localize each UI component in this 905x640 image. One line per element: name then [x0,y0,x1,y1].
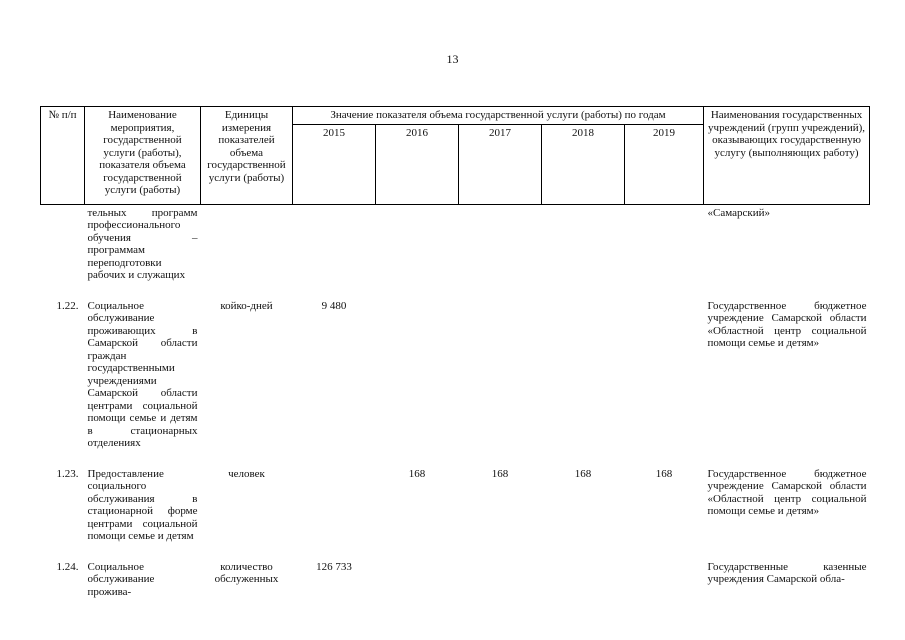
row-value [376,298,459,450]
row-number [41,204,85,282]
page-number: 13 [446,52,459,66]
row-value [459,204,542,282]
header-year: 2017 [459,124,542,204]
row-value [625,559,704,599]
services-table [40,106,870,598]
table-row [41,559,870,599]
row-value [459,559,542,599]
table-row [41,204,870,282]
header-number: № п/п [41,107,85,205]
row-value: 168 [574,467,592,480]
row-unit: койко-дней [220,299,273,312]
row-number: 1.24. [56,560,79,573]
row-institutions: «Самарский» [707,206,771,219]
header-year: 2015 [293,124,376,204]
row-name: Социальное обслуживание проживающих в Самарской области граждан государственными учреждениями Самарской области центрами социальной помощи семье и детям в стационарных отделениях [87,299,198,449]
row-value [293,204,376,282]
row-institutions: Государственное бюджетное учреждение Самарской области «Областной центр социальной помощи семье и детям» [707,467,867,517]
row-value [542,559,625,599]
row-name: Предоставление социального обслуживания в стационарной форме центрами социальной помощи семье и детям [87,467,198,542]
header-year: 2016 [376,124,459,204]
row-value [376,559,459,599]
row-number: 1.23. [56,467,79,480]
table-row [41,298,870,450]
row-value: 9 480 [321,299,347,312]
row-value [542,204,625,282]
row-value: 168 [655,467,673,480]
row-name: Социальное обслуживание прожива- [87,560,155,598]
row-value [293,466,376,543]
row-unit: человек [228,467,265,480]
row-value [625,204,704,282]
row-value [459,298,542,450]
row-value [625,298,704,450]
row-name: тельных программ профессионального обучения – программам переподготовки рабочих и служащих [87,206,198,281]
row-unit: количество обслуженных [214,560,279,585]
header-values: Значение показателя объема государственной услуги (работы) по годам [293,107,704,125]
header-unit: Единицы измерения показателей объема государственной услуги (работы) [201,107,293,205]
row-value: 126 733 [316,560,352,573]
row-number: 1.22. [56,299,79,312]
header-name: Наименование мероприятия, государственной услуги (работы), показателя объема государственной услуги (работы) [85,107,201,205]
table-header [41,107,870,205]
row-institutions: Государственное бюджетное учреждение Самарской области «Областной центр социальной помощи семье и детям» [707,299,867,349]
table-row [41,466,870,543]
header-year: 2019 [625,124,704,204]
row-value: 168 [408,467,426,480]
row-unit [201,204,293,282]
row-value: 168 [491,467,509,480]
row-institutions: Государственные казенные учреждения Самарской обла- [707,560,867,585]
header-institutions: Наименования государственных учреждений (групп учреждений), оказывающих государственную услугу (выполняющих работу) [704,107,870,205]
row-value [542,298,625,450]
header-year: 2018 [542,124,625,204]
table-body [41,204,870,598]
row-value [376,204,459,282]
